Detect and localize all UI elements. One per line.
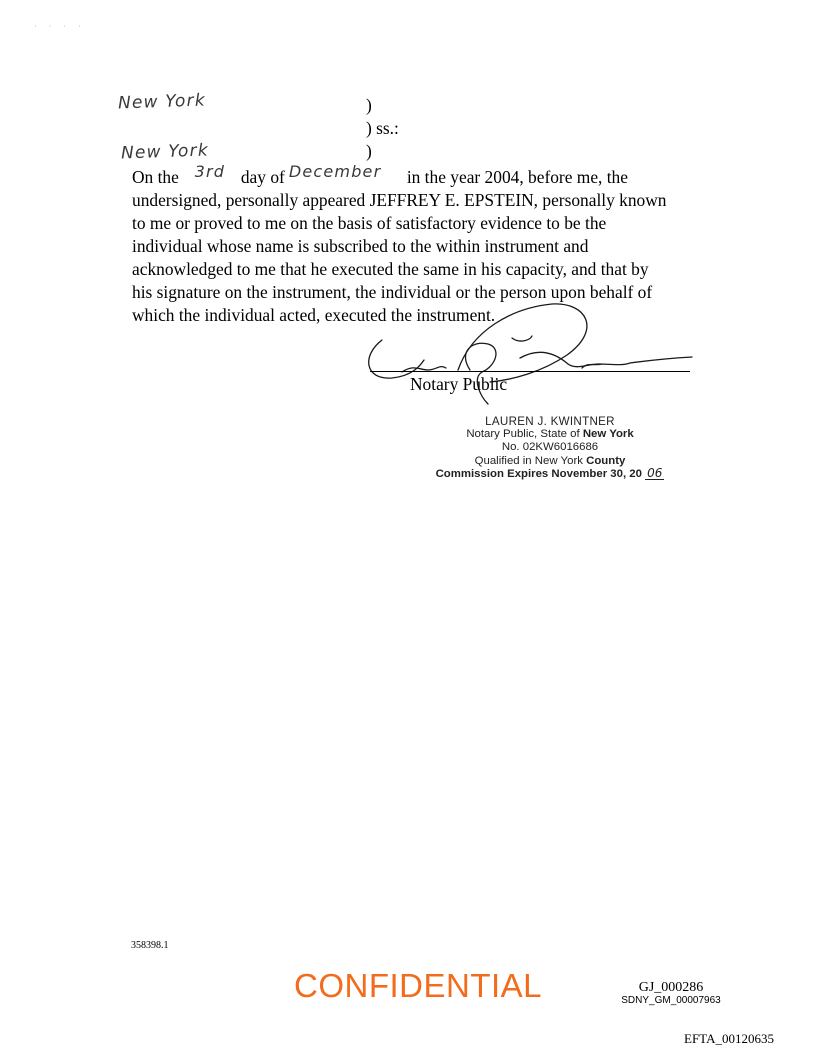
day-blank	[179, 162, 241, 189]
stamp-text: Commission Expires November 30, 20	[435, 467, 642, 480]
venue-state-handwritten: New York	[117, 90, 207, 114]
efta-number: EFTA_00120635	[684, 1031, 774, 1046]
stamp-text: Notary Public, State of	[466, 428, 583, 441]
notary-stamp	[400, 415, 700, 481]
bates-number-gj: GJ_000286	[638, 980, 704, 995]
month-handwritten: December	[288, 162, 382, 181]
ack-line-4: individual whose name is subscribed to the within instrument and	[132, 236, 589, 256]
stamp-line-expiry	[400, 465, 700, 481]
venue-bracket-bottom: )	[366, 141, 372, 161]
venue-county-handwritten: New York	[120, 140, 210, 164]
notary-public-label: Notary Public	[410, 374, 508, 394]
stamp-line-state	[400, 428, 700, 441]
ack-line-3: to me or proved to me on the basis of satisfactory evidence to be the	[132, 213, 607, 233]
stamp-notary-name: LAUREN J. KWINTNER	[485, 415, 615, 428]
bates-number-sdny: SDNY_GM_00007963	[621, 995, 721, 1006]
signature-line	[370, 371, 690, 372]
stamp-text-bold: New York	[582, 428, 634, 441]
ack-line-6: his signature on the instrument, the individual or the person upon behalf of	[132, 282, 653, 302]
ack-line-1	[132, 162, 712, 189]
venue-ss-marker: ) ss.:	[366, 118, 399, 138]
stamp-expiry-year-handwritten: 06	[647, 465, 663, 480]
ack-text: in the year 2004, before me, the	[406, 167, 628, 187]
venue-bracket-top: )	[366, 95, 372, 115]
ack-line-5: acknowledged to me that he executed the same in his capacity, and that by	[132, 259, 649, 279]
scan-specks: · · · ·	[34, 22, 86, 31]
document-number: 358398.1	[131, 940, 169, 951]
stamp-text-bold: County	[586, 454, 626, 467]
stamp-commission-number: No. 02KW6016686	[501, 441, 599, 454]
day-handwritten: 3rd	[194, 162, 226, 181]
ack-line-2: undersigned, personally appeared JEFFREY E. EPSTEIN, personally known	[132, 190, 667, 210]
ack-text: On the	[132, 167, 179, 187]
confidential-watermark: CONFIDENTIAL	[294, 967, 543, 1004]
ack-line-7: which the individual acted, executed the instrument.	[132, 305, 496, 325]
month-blank	[285, 162, 407, 189]
stamp-text: Qualified in New York	[474, 454, 587, 467]
ack-text: day of	[240, 167, 285, 187]
